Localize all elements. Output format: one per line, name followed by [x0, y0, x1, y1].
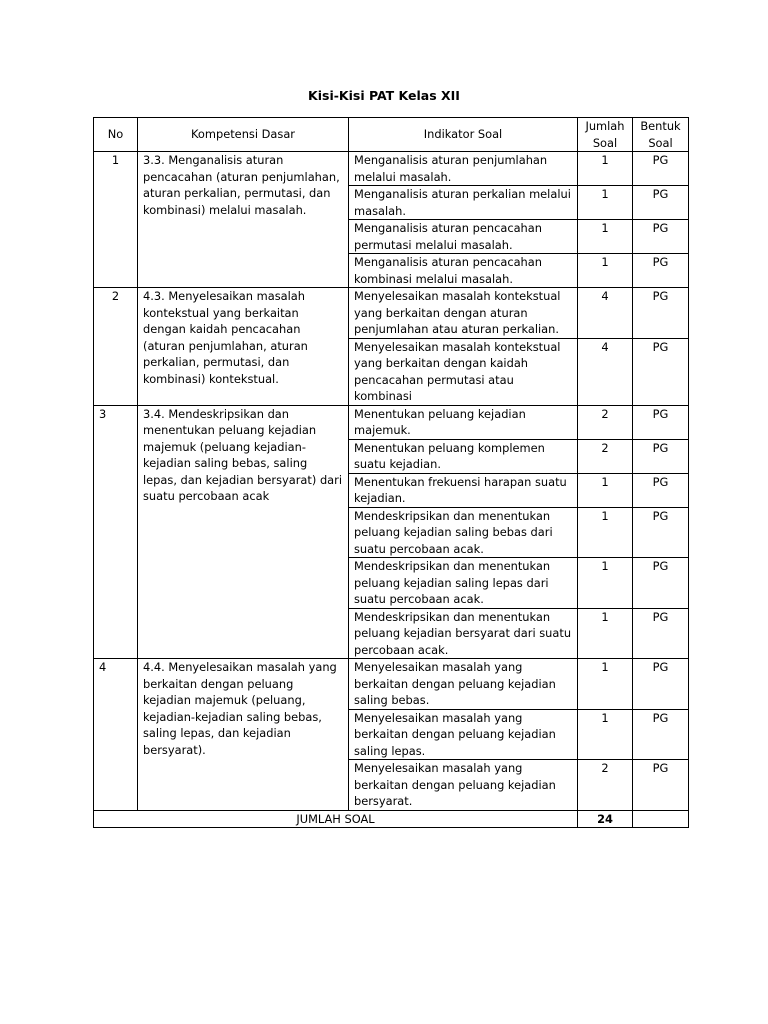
- bentuk-cell: PG: [633, 558, 689, 609]
- jumlah-cell: 2: [578, 760, 633, 811]
- bentuk-cell: PG: [633, 405, 689, 439]
- bentuk-cell: PG: [633, 186, 689, 220]
- total-label: JUMLAH SOAL: [94, 810, 578, 828]
- kompetensi-dasar-cell: 3.4. Mendeskripsikan dan menentukan peluang kejadian majemuk (peluang kejadian-kejadian saling bebas, saling lepas, dan kejadian bersyarat) dari suatu percobaan acak: [138, 405, 349, 659]
- kisi-kisi-table: [93, 117, 689, 828]
- total-value: 24: [578, 810, 633, 828]
- bentuk-cell: PG: [633, 439, 689, 473]
- table-row: [94, 152, 689, 186]
- indikator-cell: Menyelesaikan masalah kontekstual yang berkaitan dengan kaidah pencacahan permutasi atau kombinasi: [349, 338, 578, 405]
- indikator-cell: Menentukan peluang komplemen suatu kejadian.: [349, 439, 578, 473]
- jumlah-cell: 1: [578, 186, 633, 220]
- total-empty-cell: [633, 810, 689, 828]
- kompetensi-dasar-cell: 4.4. Menyelesaikan masalah yang berkaitan dengan peluang kejadian majemuk (peluang, kejadian-kejadian saling bebas, saling lepas, dan kejadian bersyarat).: [138, 659, 349, 811]
- header-no: No: [94, 118, 138, 152]
- table-row: [94, 288, 689, 339]
- indikator-cell: Menentukan peluang kejadian majemuk.: [349, 405, 578, 439]
- header-kompetensi-dasar: Kompetensi Dasar: [138, 118, 349, 152]
- bentuk-cell: PG: [633, 760, 689, 811]
- header-indikator-soal: Indikator Soal: [349, 118, 578, 152]
- table-row: [94, 405, 689, 439]
- indikator-cell: Menyelesaikan masalah kontekstual yang berkaitan dengan aturan penjumlahan atau aturan perkalian.: [349, 288, 578, 339]
- indikator-cell: Menganalisis aturan perkalian melalui masalah.: [349, 186, 578, 220]
- bentuk-cell: PG: [633, 473, 689, 507]
- jumlah-cell: 1: [578, 507, 633, 558]
- jumlah-cell: 1: [578, 709, 633, 760]
- jumlah-cell: 2: [578, 405, 633, 439]
- jumlah-cell: 1: [578, 254, 633, 288]
- indikator-cell: Menentukan frekuensi harapan suatu kejadian.: [349, 473, 578, 507]
- header-jumlah-soal: Jumlah Soal: [578, 118, 633, 152]
- bentuk-cell: PG: [633, 338, 689, 405]
- indikator-cell: Menganalisis aturan pencacahan permutasi melalui masalah.: [349, 220, 578, 254]
- jumlah-cell: 1: [578, 558, 633, 609]
- group-number: 3: [94, 405, 138, 659]
- indikator-cell: Mendeskripsikan dan menentukan peluang kejadian bersyarat dari suatu percobaan acak.: [349, 608, 578, 659]
- bentuk-cell: PG: [633, 288, 689, 339]
- indikator-cell: Mendeskripsikan dan menentukan peluang kejadian saling lepas dari suatu percobaan acak.: [349, 558, 578, 609]
- bentuk-cell: PG: [633, 254, 689, 288]
- indikator-cell: Mendeskripsikan dan menentukan peluang kejadian saling bebas dari suatu percobaan acak.: [349, 507, 578, 558]
- indikator-cell: Menyelesaikan masalah yang berkaitan dengan peluang kejadian bersyarat.: [349, 760, 578, 811]
- group-number: 4: [94, 659, 138, 811]
- jumlah-cell: 2: [578, 439, 633, 473]
- jumlah-cell: 1: [578, 220, 633, 254]
- group-number: 1: [94, 152, 138, 288]
- bentuk-cell: PG: [633, 220, 689, 254]
- total-row: [94, 810, 689, 828]
- kompetensi-dasar-cell: 3.3. Menganalisis aturan pencacahan (aturan penjumlahan, aturan perkalian, permutasi, dan kombinasi) melalui masalah.: [138, 152, 349, 288]
- bentuk-cell: PG: [633, 507, 689, 558]
- jumlah-cell: 4: [578, 338, 633, 405]
- group-number: 2: [94, 288, 138, 406]
- header-bentuk-soal: Bentuk Soal: [633, 118, 689, 152]
- indikator-cell: Menyelesaikan masalah yang berkaitan dengan peluang kejadian saling lepas.: [349, 709, 578, 760]
- indikator-cell: Menganalisis aturan penjumlahan melalui masalah.: [349, 152, 578, 186]
- bentuk-cell: PG: [633, 709, 689, 760]
- indikator-cell: Menganalisis aturan pencacahan kombinasi melalui masalah.: [349, 254, 578, 288]
- kompetensi-dasar-cell: 4.3. Menyelesaikan masalah kontekstual yang berkaitan dengan kaidah pencacahan (aturan penjumlahan, aturan perkalian, permutasi, dan kombinasi) kontekstual.: [138, 288, 349, 406]
- indikator-cell: Menyelesaikan masalah yang berkaitan dengan peluang kejadian saling bebas.: [349, 659, 578, 710]
- jumlah-cell: 4: [578, 288, 633, 339]
- jumlah-cell: 1: [578, 659, 633, 710]
- table-row: [94, 659, 689, 710]
- bentuk-cell: PG: [633, 152, 689, 186]
- jumlah-cell: 1: [578, 608, 633, 659]
- document-title: Kisi-Kisi PAT Kelas XII: [308, 88, 460, 103]
- bentuk-cell: PG: [633, 659, 689, 710]
- jumlah-cell: 1: [578, 473, 633, 507]
- bentuk-cell: PG: [633, 608, 689, 659]
- header-row: [94, 118, 689, 152]
- jumlah-cell: 1: [578, 152, 633, 186]
